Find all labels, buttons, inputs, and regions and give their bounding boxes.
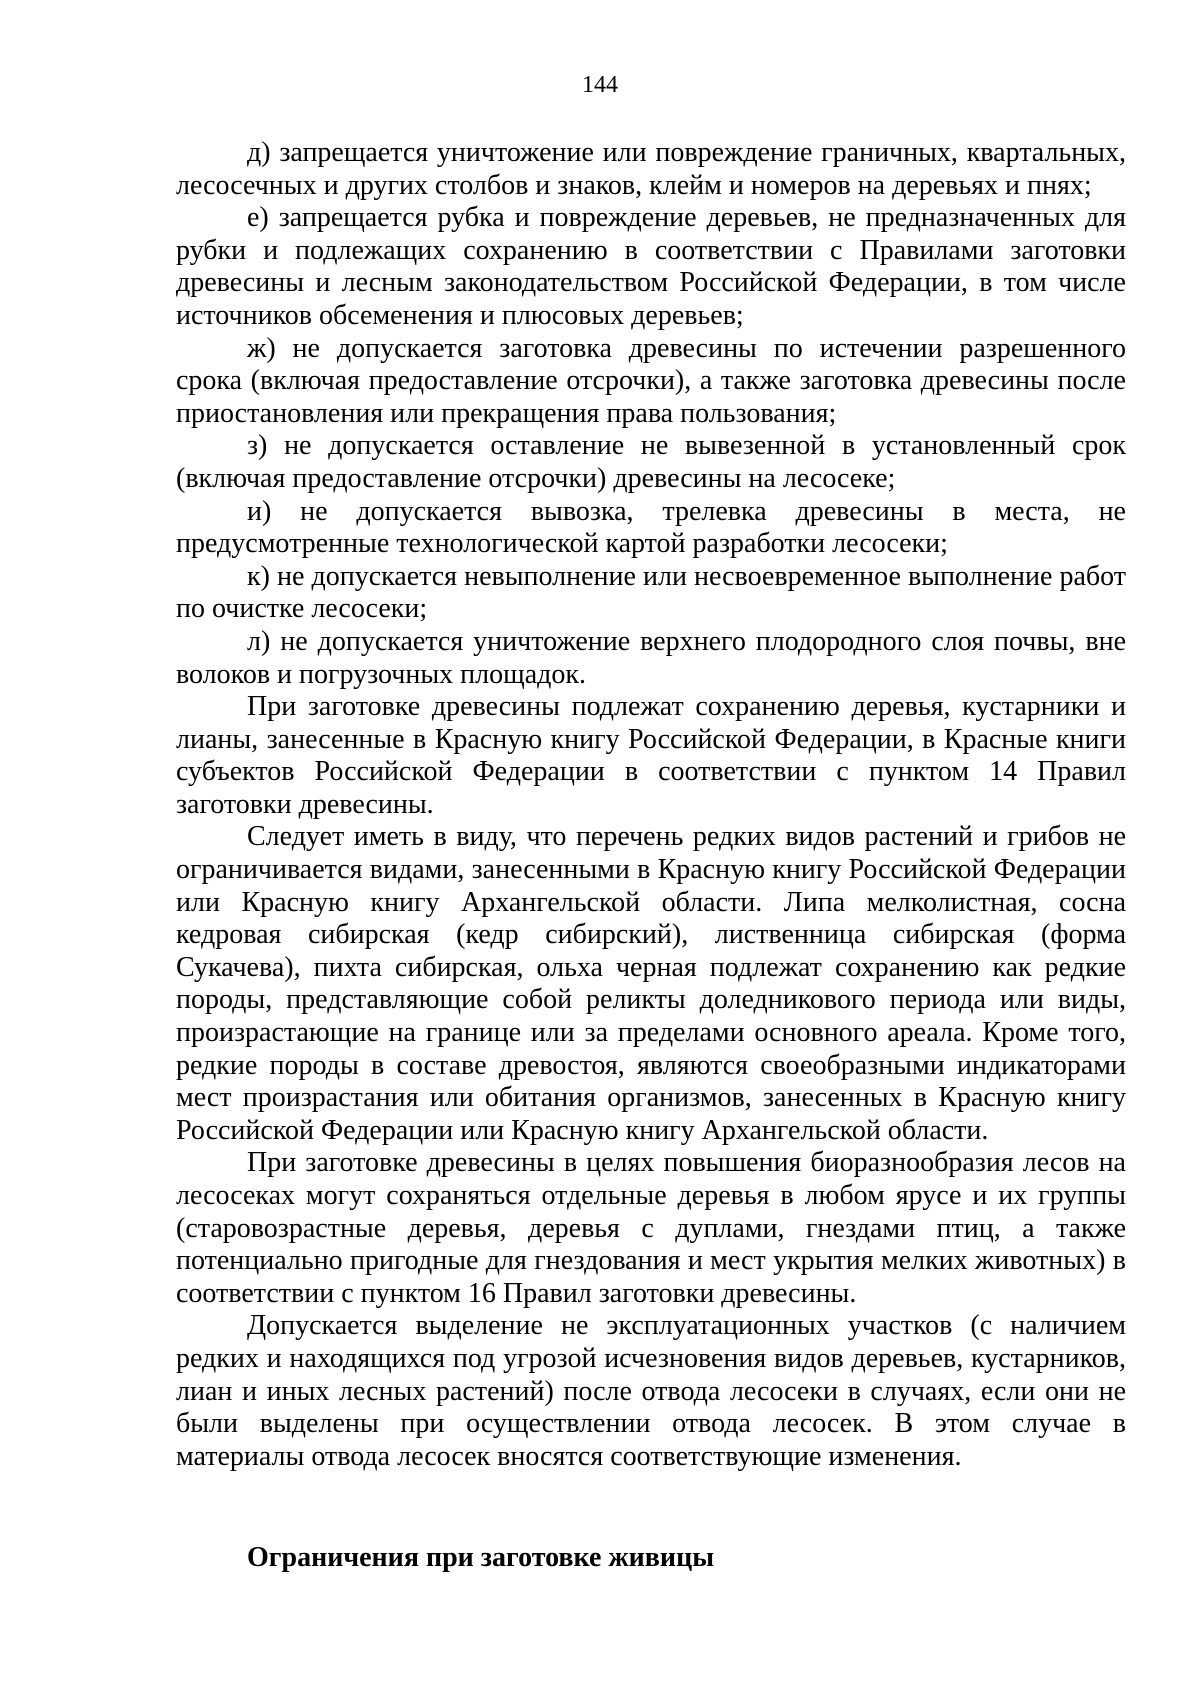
paragraph-e-item: е) запрещается рубка и повреждение деревьев, не предназначенных для рубки и подлежащих сохранению в соответствии с Правилами заготовки древесины и лесным законодательством Российской Федерации, в том числе источников обсеменения и плюсовых деревьев; [176, 202, 1126, 331]
paragraph-non-exploitable-areas: Допускается выделение не эксплуатационных участков (с наличием редких и находящихся под угрозой исчезновения видов деревьев, кустарников, лиан и иных лесных растений) после отвода лесосеки в случаях, если они не были выделены при осуществлении отвода лесосек. В этом случае в материалы отвода лесосек вносятся соответствующие изменения. [176, 1310, 1126, 1472]
section-heading: Ограничения при заготовке живицы [247, 1542, 715, 1573]
paragraph-k-item: к) не допускается невыполнение или несвоевременное выполнение работ по очистке лесосеки; [176, 560, 1126, 625]
paragraph-biodiversity: При заготовке древесины в целях повышения биоразнообразия лесов на лесосеках могут сохраняться отдельные деревья в любом ярусе и их группы (старовозрастные деревья, деревья с дуплами, гнездами птиц, а также потенциально пригодные для гнездования и мест укрытия мелких животных) в соответствии с пунктом 16 Правил заготовки древесины. [176, 1147, 1126, 1309]
paragraph-rare-species: Следует иметь в виду, что перечень редких видов растений и грибов не ограничивается видами, занесенными в Красную книгу Российской Федерации или Красную книгу Архангельской области. Липа мелколистная, сосна кедровая сибирская (кедр сибирский), лиственница сибирская (форма Сукачева), пихта сибирская, ольха черная подлежат сохранению как редкие породы, представляющие собой реликты доледникового периода или виды, произрастающие на границе или за пределами основного ареала. Кроме того, редкие породы в составе древостоя, являются своеобразными индикаторами мест произрастания или обитания организмов, занесенных в Красную книгу Российской Федерации или Красную книгу Архангельской области. [176, 821, 1126, 1146]
paragraph-zh-item: ж) не допускается заготовка древесины по истечении разрешенного срока (включая предоставление отсрочки), а также заготовка древесины после приостановления или прекращения права пользования; [176, 332, 1126, 429]
paragraph-red-book: При заготовке древесины подлежат сохранению деревья, кустарники и лианы, занесенные в Красную книгу Российской Федерации, в Красные книги субъектов Российской Федерации в соответствии с пунктом 14 Правил заготовки древесины. [176, 691, 1126, 820]
paragraph-z-item: з) не допускается оставление не вывезенной в установленный срок (включая предоставление отсрочки) древесины на лесосеке; [176, 430, 1126, 494]
page-number: 144 [582, 72, 618, 98]
paragraph-d-item: д) запрещается уничтожение или повреждение граничных, квартальных, лесосечных и других столбов и знаков, клейм и номеров на деревьях и пнях; [176, 137, 1126, 201]
paragraph-i-item: и) не допускается вывозка, трелевка древесины в места, не предусмотренные технологической картой разработки лесосеки; [176, 495, 1126, 560]
body-text [176, 137, 1126, 1473]
paragraph-l-item: л) не допускается уничтожение верхнего плодородного слоя почвы, вне волоков и погрузочных площадок. [176, 625, 1126, 690]
